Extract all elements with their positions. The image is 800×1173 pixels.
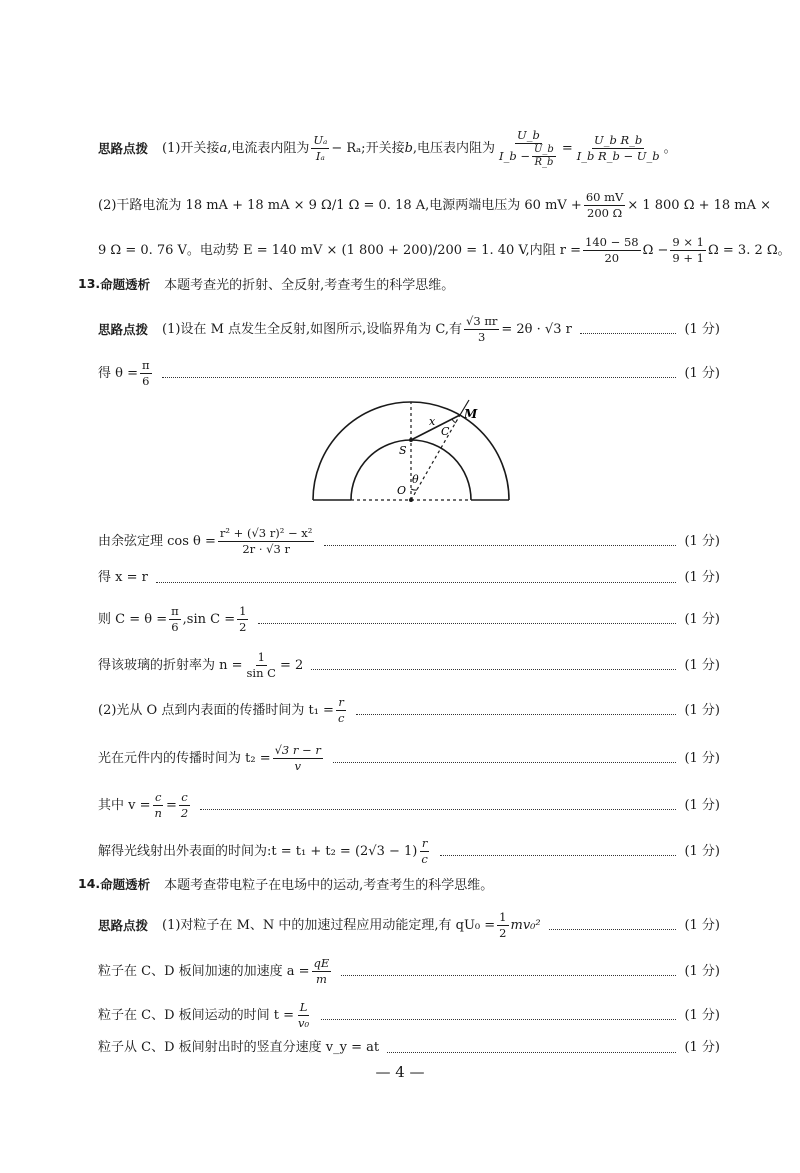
score: (1 分) [684,963,720,979]
fraction: U_b I_b − $\frac{U\_b}{R\_b}$ [499,128,554,168]
q13-step-10: 解得光线射出外表面的时间为:t = t₁ + t₂ = (2√3 − 1) $\frac{r}{c}$ (1 分) [98,836,720,866]
insight-text: 本题考查带电粒子在电场中的运动,考查考生的科学思维。 [164,878,494,893]
insight-label: 命题透析 [100,876,151,892]
semicircle-figure [311,393,511,505]
fraction: $\frac{9 \times 1}{9 + 1}$ [672,235,704,265]
svg-text:S: S [399,444,407,457]
svg-text:x: x [429,415,436,428]
fraction: $\frac{1}{\text{sin C}}$ [246,650,276,680]
fraction: $\frac{\text{r² + (√3 r)² − x²}}{2r \cdot √3 r}$ [219,526,313,556]
score: (1 分) [684,702,720,718]
q12-line-2: (2)干路电流为 18 mA + 18 mA × 9 Ω/1 Ω = 0. 18 A,电源两端电压为 60 mV + $\frac{60 mV}{200 \Omega}$ × 1 800 Ω + 18 mA × [98,190,772,220]
insight-text: 本题考查光的折射、全反射,考查考生的科学思维。 [164,278,455,293]
fraction: $\frac{60 mV}{200 \Omega}$ [585,190,624,220]
hint-label: 思路点拨 [98,140,149,156]
score: (1 分) [684,570,720,585]
score: (1 分) [684,657,720,673]
q13-step-7: (2)光从 O 点到内表面的传播时间为 t₁ = $\frac{r}{c}$ (1 分) [98,695,720,725]
fraction: $\frac{L}{\text{v₀}}$ [298,1000,310,1030]
score: (1 分) [684,611,720,627]
score: (1 分) [684,1007,720,1023]
score: (1 分) [684,365,720,381]
q13-title [78,274,454,293]
fraction: $\frac{c}{2}$ [180,790,189,820]
fraction: $\frac{\text{U\_b R\_b}}{\text{I\_b R\_b − U\_b}}$ [576,133,660,163]
fraction: $\frac{c}{n}$ [154,790,162,820]
question-number: 13. [78,276,101,291]
q14-step-4: 粒子从 C、D 板间射出时的竖直分速度 v_y = at (1 分) [98,1038,720,1058]
score: (1 分) [684,750,720,766]
svg-text:M: M [464,407,478,421]
svg-text:O: O [397,484,407,497]
fraction: $\frac{1}{2}$ [499,910,507,940]
fraction: $\frac{\pi}{6}$ [141,358,150,388]
q14-step-1: 思路点拨 (1)对粒子在 M、N 中的加速过程应用动能定理,有 qU₀ = $\frac{1}{2}$ mv₀² (1 分) [98,910,720,940]
q13-step-8: 光在元件内的传播时间为 t₂ = $\frac{√3 r - r}{v}$ (1 分) [98,743,720,773]
q14-step-2: 粒子在 C、D 板间加速的加速度 a = $\frac{qE}{m}$ (1 分) [98,956,720,986]
q13-step-9: 其中 v = $\frac{c}{n}$ = $\frac{c}{2}$ (1 分) [98,790,720,820]
q14-step-3: 粒子在 C、D 板间运动的时间 t = $\frac{L}{\text{v₀}}$ (1 分) [98,1000,720,1030]
q13-step-1: 思路点拨 (1)设在 M 点发生全反射,如图所示,设临界角为 C,有 $\frac{√3 \pi r}{3}$ = 2θ · √3 r (1 分) [98,314,720,344]
q13-step-3: 由余弦定理 cos θ = $\frac{\text{r² + (√3 r)² − x²}}{2r \cdot √3 r}$ (1 分) [98,526,720,556]
q13-step-6: 得该玻璃的折射率为 n = $\frac{1}{\text{sin C}}$ = 2 (1 分) [98,650,720,680]
svg-text:C: C [441,425,450,438]
fraction: $\frac{1}{2}$ [239,604,247,634]
fraction: $\frac{√3 r - r}{v}$ [274,743,321,773]
question-number: 14. [78,876,101,891]
score: (1 分) [684,321,720,337]
fraction: $\frac{√3 \pi r}{3}$ [466,314,498,344]
score: (1 分) [684,843,720,859]
q13-step-4: 得 x = r (1 分) [98,568,720,588]
q13-step-2: 得 θ = $\frac{\pi}{6}$ (1 分) [98,358,720,388]
q12-line-3: 9 Ω = 0. 76 V。电动势 E = 140 mV × (1 800 + 200)/200 = 1. 40 V,内阻 r = $\frac{140 - 58}{20}$ Ω − $\frac{9 \times 1}{9 + 1}$ Ω = 3. 2 Ω。 [98,235,791,265]
score: (1 分) [684,797,720,813]
fraction: $\frac{\text{Uₐ}}{\text{Iₐ}}$ [313,133,328,163]
fraction: $\frac{qE}{m}$ [313,956,330,986]
q12-hint-line-1: 思路点拨 (1)开关接 a ,电流表内阻为 $\frac{\text{Uₐ}}{\text{Iₐ}}$ − Rₐ;开关接 b ,电压表内阻为 U_b I_b − $\frac{U\_b}{R\_b}$ = $\frac{\text{U\_b R\_b}}{\text{I\_b R\_b − U\_b}}$ 。 [98,128,677,168]
fraction: $\frac{\pi}{6}$ [171,604,179,634]
page-number: — 4 — [375,1063,425,1081]
score: (1 分) [684,917,720,933]
insight-label: 命题透析 [100,276,151,292]
score: (1 分) [684,1040,720,1055]
q14-title [78,874,493,893]
q13-step-5: 则 C = θ = $\frac{\pi}{6}$ ,sin C = $\frac{1}{2}$ (1 分) [98,604,720,634]
score: (1 分) [684,533,720,549]
svg-text:θ: θ [412,473,419,486]
fraction: $\frac{140 - 58}{20}$ [585,235,639,265]
fraction: $\frac{r}{c}$ [337,695,345,725]
fraction: $\frac{r}{c}$ [421,836,428,866]
